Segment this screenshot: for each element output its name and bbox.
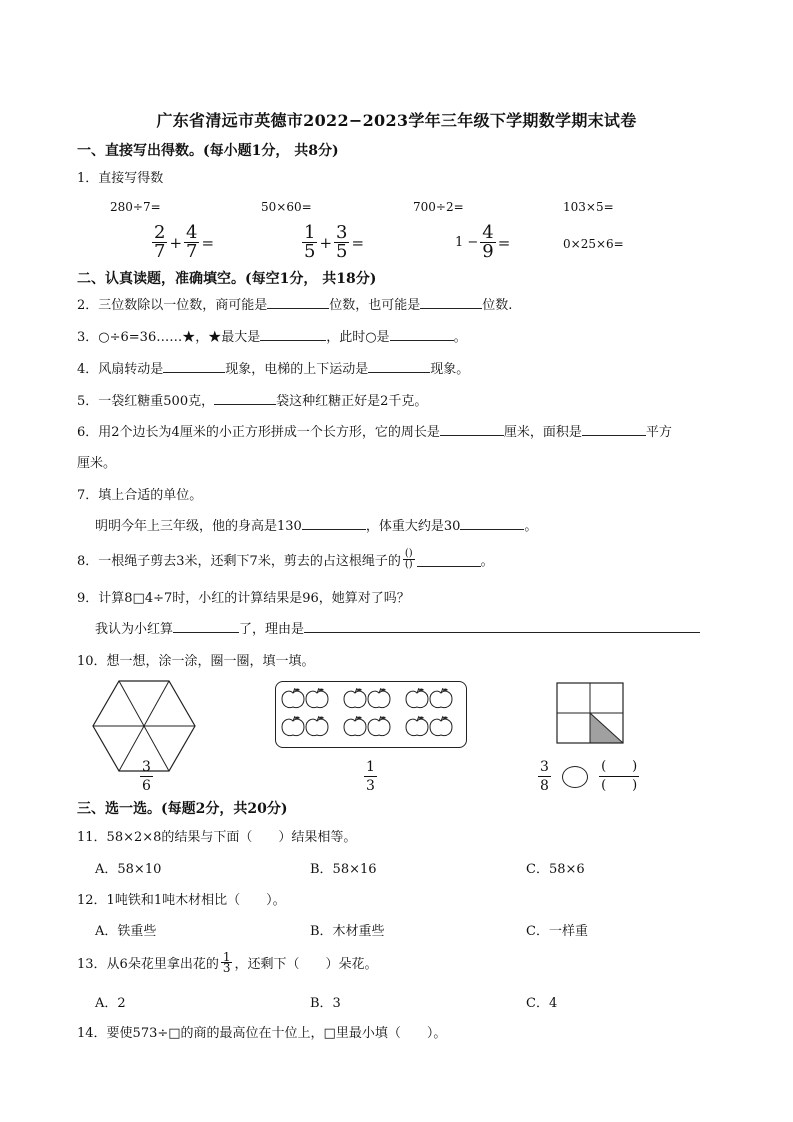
q6-continued: 厘米。 [77,456,117,471]
answer-blank[interactable] [302,515,366,530]
q12-option-b[interactable]: B．木材重些 [310,924,385,939]
fraction: $\frac{4}{9}$ [482,222,494,262]
answer-blank[interactable] [440,421,504,436]
q11-option-c[interactable]: C．58×6 [526,862,585,877]
q2: 2．三位数除以一位数，商可能是 位数，也可能是 位数. [77,294,512,313]
q5: 5．一袋红糖重500克， 袋这种红糖正好是2千克。 [77,390,427,409]
section-1-heading: 一、直接写出得数。(每小题1分， 共8分) [77,143,339,159]
apple-icon [344,716,366,736]
q9-answer: 我认为小红算 了，理由是 [95,618,700,637]
calc-fraction-b: $\frac{1}{5}$ + $\frac{3}{5}$ = [304,222,365,262]
apple-icon [306,688,328,708]
compare-circle[interactable] [562,766,588,788]
apple-icon [282,716,304,736]
calc-280-div-7: 280÷7= [110,200,161,214]
q3: 3．○÷6=36……★，★最大是 ，此时○是 。 [77,326,467,345]
hexagon-fraction: $\frac{3}{6}$ [142,759,151,794]
calc-fraction-c: 1 − $\frac{4}{9}$ = [455,222,511,262]
apple-icon [368,716,390,736]
q11-stem: 11．58×2×8的结果与下面（ ）结果相等。 [77,830,357,845]
section-3-heading: 三、选一选。(每题2分，共20分) [77,801,288,817]
answer-blank[interactable] [420,294,482,309]
apple-icon [406,688,428,708]
q1-label: 1．直接写得数 [77,171,164,186]
q12-option-c[interactable]: C．一样重 [526,924,588,939]
answer-blank[interactable] [260,326,326,341]
answer-blank[interactable] [214,390,276,405]
square-grid-figure[interactable] [556,682,624,744]
page-title: 广东省清远市英德市2022−2023学年三年级下学期数学期末试卷 [156,111,637,130]
fraction: $\frac{()}{()}$ [404,548,413,570]
apple-icon [282,688,304,708]
square-compare: $\frac{3}{8}$ $\frac{( )}{( )}$ [540,759,638,794]
apple-icon [344,688,366,708]
q9: 9．计算8□4÷7时，小红的计算结果是96，她算对了吗？ [77,591,410,606]
apple-icon [406,716,428,736]
answer-blank[interactable] [460,515,524,530]
q7-label: 7．填上合适的单位。 [77,488,203,503]
q13-option-c[interactable]: C．4 [526,996,558,1011]
q13-option-b[interactable]: B．3 [310,996,341,1011]
answer-blank[interactable] [417,552,481,567]
q12-stem: 12．1吨铁和1吨木材相比（ ）。 [77,893,286,908]
q4: 4．风扇转动是 现象，电梯的上下运动是 现象。 [77,358,469,377]
reason-blank[interactable] [304,618,700,633]
fraction: $\frac{4}{7}$ [186,222,198,262]
section-2-heading: 二、认真读题，准确填空。(每空1分， 共18分) [77,271,377,287]
fraction: $\frac{2}{7}$ [154,222,166,262]
q14-stem: 14．要使573÷□的商的最高位在十位上，□里最小填（ ）。 [77,1026,447,1041]
answer-blank[interactable] [390,326,454,341]
q13-option-a[interactable]: A．2 [95,996,126,1011]
apple-icon [368,688,390,708]
answer-blank[interactable] [267,294,329,309]
calc-50-times-60: 50×60= [261,200,312,214]
apple-icon [430,688,452,708]
q8: 8．一根绳子剪去3米，还剩下7米，剪去的占这根绳子的 $\frac{()}{()}$ 。 [77,548,494,570]
q7: 明明今年上三年级，他的身高是130 ，体重大约是30 。 [95,515,537,534]
q12-option-a[interactable]: A．铁重些 [95,924,157,939]
q13-stem: 13．从6朵花里拿出花的 $\frac{1}{3}$ ，还剩下（ ）朵花。 [77,950,378,975]
calc-0-times-25-times-6: 0×25×6= [563,237,624,251]
q6: 6．用2个边长为4厘米的小正方形拼成一个长方形，它的周长是 厘米，面积是 平方 [77,421,672,440]
apple-fraction: $\frac{1}{3}$ [366,759,375,794]
apple-group [275,681,467,747]
fraction: $\frac{3}{5}$ [336,222,348,262]
fraction: $\frac{1}{5}$ [304,222,316,262]
fraction: $\frac{1}{3}$ [222,950,231,975]
calc-fraction-a: $\frac{2}{7}$ + $\frac{4}{7}$ = [154,222,215,262]
q11-option-b[interactable]: B．58×16 [310,862,377,877]
apple-icon [430,716,452,736]
answer-blank[interactable] [582,421,646,436]
calc-103-times-5: 103×5= [563,200,614,214]
answer-blank[interactable] [163,358,225,373]
q11-option-a[interactable]: A．58×10 [95,862,162,877]
apple-icon [306,716,328,736]
answer-blank[interactable] [368,358,430,373]
answer-blank[interactable] [173,618,239,633]
q10-label: 10．想一想，涂一涂，圈一圈，填一填。 [77,654,315,669]
calc-700-div-2: 700÷2= [413,200,464,214]
